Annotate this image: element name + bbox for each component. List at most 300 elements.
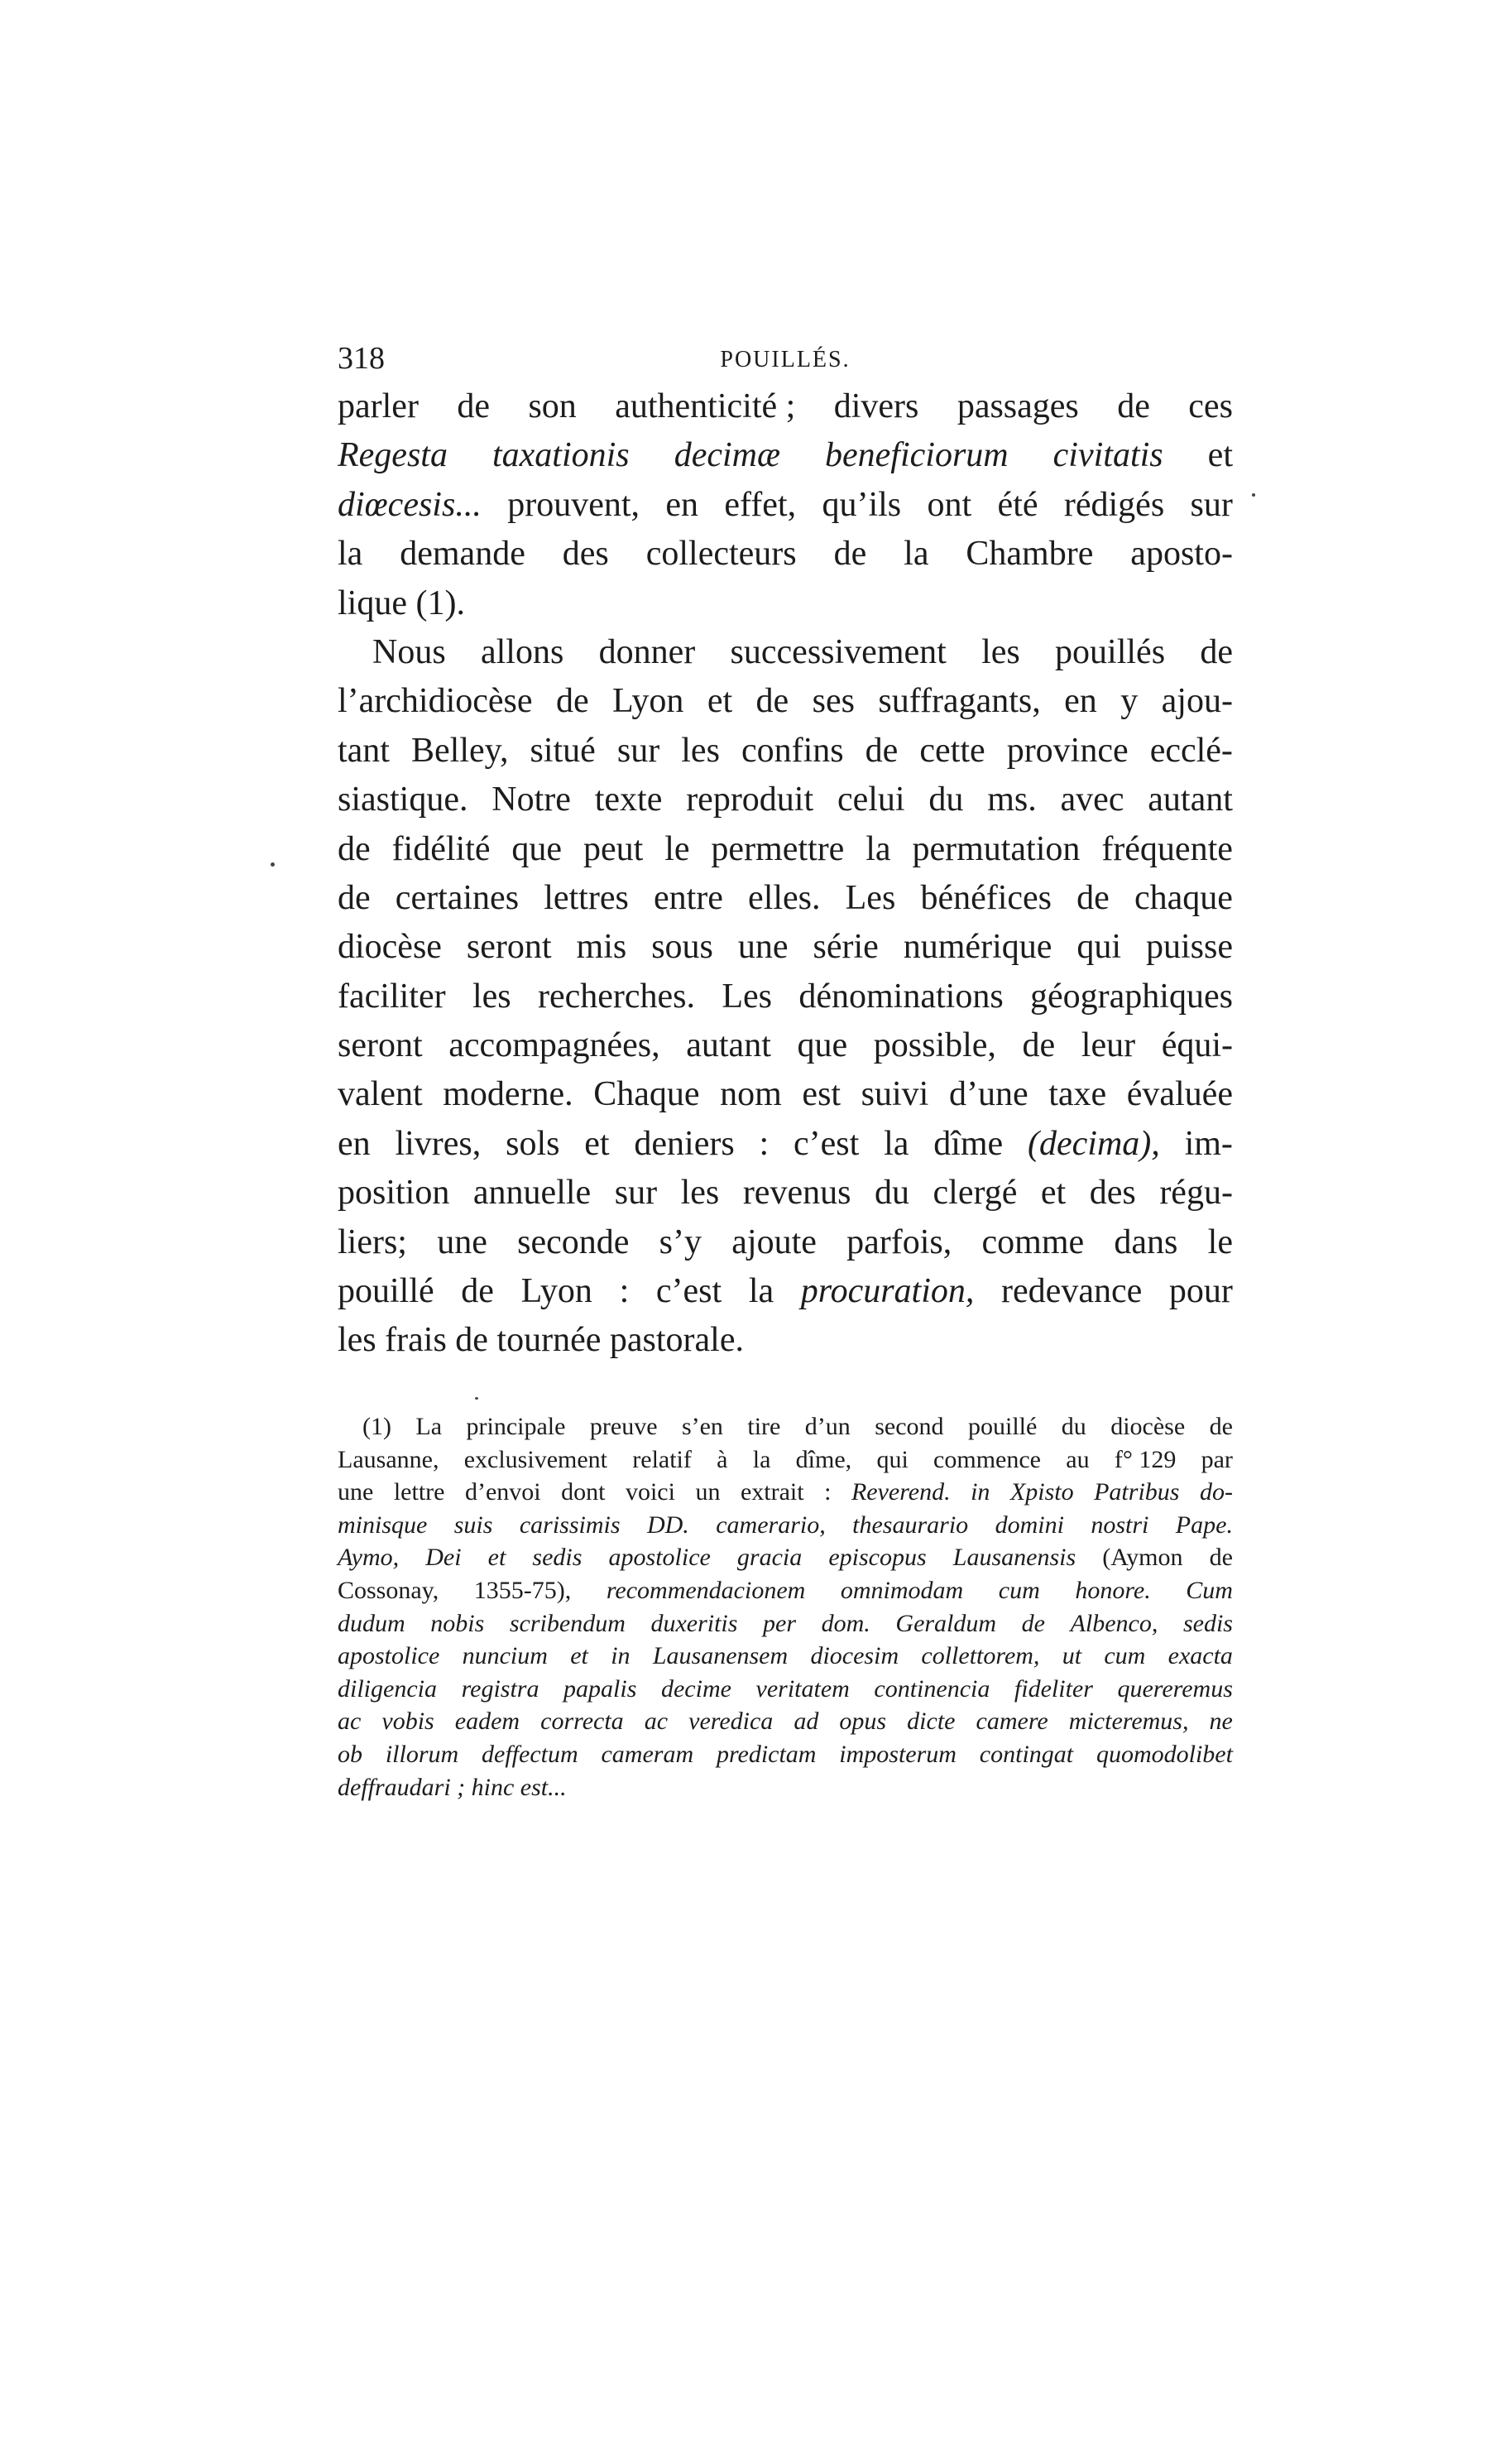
footnote-word: Lausanne, [338,1445,439,1473]
footnote-word: thesaurario [852,1511,969,1539]
word: est [802,1075,842,1114]
word: beneficiorum [825,436,1009,475]
word: qu’ils [822,485,902,524]
footnote-word: commence [933,1445,1041,1473]
footnote-word: à [717,1445,728,1473]
word: de [755,682,789,721]
word: peut [583,829,644,868]
word: accompagnées, [448,1026,660,1065]
footnote-word: Xpisto [1009,1478,1074,1506]
footnote-word: Lausanensis [952,1544,1076,1572]
word: fréquente [1101,829,1233,868]
footnote [338,1410,1233,1804]
word: seront [466,928,552,967]
word: puisse [1145,928,1233,967]
word: rédigés [1063,485,1165,524]
word: Notre [491,781,571,819]
word: qui [1076,928,1122,967]
footnote-word: apostolice [338,1642,440,1670]
text-line [338,973,1233,1021]
footnote-word: de [1021,1609,1045,1637]
word: dénominations [798,977,1004,1016]
footnote-word: Cum [1186,1576,1233,1604]
footnote-word: (1) [362,1413,391,1440]
word: taxationis [491,436,630,475]
footnote-word: et [570,1642,588,1670]
footnote-word: d’un [804,1413,851,1440]
word: tant [338,731,390,770]
text-line [338,874,1233,923]
footnote-word: micteremus, [1068,1708,1189,1736]
word: valent [338,1075,423,1114]
page-number: 318 [338,341,385,376]
footnote-word: eadem [454,1708,520,1736]
footnote-word: opus [839,1708,887,1736]
footnote-word: honore. [1075,1576,1151,1604]
word: parfois, [846,1222,952,1261]
word: des [1089,1174,1136,1213]
word: ecclé- [1149,731,1233,770]
running-head [338,338,1233,379]
footnote-word: dom. [821,1609,870,1637]
footnote-word: extrait [740,1478,804,1506]
word: moderne. [443,1075,573,1114]
word: taxe [1048,1075,1107,1114]
footnote-word: camere [976,1708,1048,1736]
word: en [665,485,699,524]
word: en [1064,682,1097,721]
word: clergé [933,1174,1018,1213]
footnote-word: predictam [716,1740,817,1768]
word: numérique [903,928,1052,967]
word: parler [338,387,419,425]
word: de [1022,1026,1056,1065]
word: nom [720,1075,782,1114]
footnote-word: ac [644,1708,669,1736]
footnote-word: ac [338,1708,362,1736]
word: chaque [1134,878,1233,917]
footnote-word: ad [794,1708,819,1736]
footnote-word: camerario, [716,1511,826,1539]
word: équi- [1161,1026,1233,1065]
footnote-word: papalis [563,1674,637,1703]
footnote-word: Albenco, [1070,1609,1158,1637]
word: Chambre [966,535,1094,574]
footnote-word: veredica [688,1708,774,1736]
footnote-word: exacta [1168,1642,1233,1670]
footnote-line [338,1410,1233,1443]
footnote-word: duxeritis [650,1609,738,1637]
word: ces [1188,387,1233,425]
word: province [1006,731,1129,770]
footnote-word: minisque [338,1511,428,1539]
word: lettres [544,878,629,917]
word: le [664,829,690,868]
print-speck [271,862,275,867]
footnote-word: principale [466,1413,566,1440]
footnote-word: nostri [1091,1511,1149,1539]
footnote-word: veritatem [755,1674,850,1703]
word: série [813,928,879,967]
word: été [997,485,1038,524]
footnote-word: ne [1209,1708,1233,1736]
word: de [555,682,589,721]
word: position [338,1174,450,1213]
footnote-word: illorum [385,1740,459,1768]
word: Les [845,878,896,917]
word: le [1207,1222,1233,1261]
word: que [511,829,563,868]
word: les [680,1174,720,1213]
footnote-word: registra [461,1674,539,1703]
word: c’est [655,1272,722,1311]
word: divers [833,387,919,425]
word: une [737,928,789,967]
footnote-word: imposterum [839,1740,957,1768]
footnote-line [338,1640,1233,1673]
word: régu- [1159,1174,1233,1213]
word: ajoute [731,1222,817,1261]
footnote-word: decime [660,1674,731,1703]
footnote-word: : [824,1478,832,1506]
text-line [338,1021,1233,1070]
footnote-word: cum [998,1576,1040,1604]
word: de [338,829,371,868]
word: redevance [1001,1272,1143,1311]
footnote-line [338,1673,1233,1706]
word: siastique. [338,781,468,819]
footnote-word: qui [876,1445,909,1473]
text-line [338,923,1233,972]
word: et [1040,1174,1067,1213]
footnote-word: s’en [681,1413,723,1440]
word: d’une [948,1075,1028,1114]
text-line [338,727,1233,776]
word: allons [480,632,564,671]
footnote-line [338,1607,1233,1640]
word: sous [651,928,713,967]
footnote-word: apostolice [608,1544,711,1572]
word: son [528,387,577,425]
word: pour [1168,1272,1233,1311]
footnote-word: (Aymon [1102,1544,1183,1572]
word: c’est [793,1124,860,1163]
footnote-word: quereremus [1117,1674,1233,1703]
word: sur [1190,485,1233,524]
footnote-word: fideliter [1014,1674,1093,1703]
footnote-word: Aymo, [338,1544,400,1572]
word: avec [1060,781,1124,819]
word: procuration, [800,1272,975,1311]
footnote-line [338,1705,1233,1738]
word: comme [981,1222,1085,1261]
footnote-word: deffraudari ; hinc est... [338,1773,567,1801]
footnote-line [338,1771,1233,1804]
footnote-word: du [1061,1413,1086,1440]
text-line [338,1120,1233,1169]
word: de [1076,878,1110,917]
text-line [338,1316,1233,1365]
word: de [833,535,867,574]
footnote-word: au [1066,1445,1090,1473]
footnote-word: Dei [425,1544,462,1572]
running-title: POUILLÉS. [720,347,851,372]
main-text [338,382,1233,1366]
word: de [1117,387,1150,425]
word: seront [338,1026,423,1065]
word: du [874,1174,909,1213]
word: cette [919,731,985,770]
footnote-word: nuncium [462,1642,548,1670]
word: diocèse [338,928,442,967]
word: confins [741,731,844,770]
footnote-word: Pape. [1175,1511,1233,1539]
word: une [437,1222,487,1261]
word: prouvent, [507,485,640,524]
footnote-word: tire [747,1413,781,1440]
footnote-word: suis [453,1511,493,1539]
footnote-word: scribendum [509,1609,626,1637]
footnote-word: pouillé [967,1413,1038,1440]
word: aposto- [1130,535,1233,574]
footnote-word: ut [1062,1642,1082,1670]
footnote-word: dont [561,1478,606,1506]
word: decimæ [674,436,780,475]
footnote-word: lettre [393,1478,445,1506]
footnote-word: cameram [601,1740,694,1768]
footnote-word: d’envoi [464,1478,541,1506]
footnote-word: correcta [540,1708,624,1736]
text-line [338,530,1233,579]
word: liers; [338,1222,407,1261]
word: sols [506,1124,560,1163]
footnote-word: dîme, [795,1445,852,1473]
word: pouillé [338,1272,434,1311]
footnote-word: sedis [1182,1609,1233,1637]
footnote-word: Patribus [1094,1478,1180,1506]
footnote-word: omnimodam [840,1576,964,1604]
footnote-word: gracia [736,1544,803,1572]
text-line [338,1169,1233,1218]
text-line [338,628,1233,677]
footnote-word: Cossonay, [338,1576,439,1604]
word: s’y [659,1222,702,1261]
footnote-word: une [338,1478,374,1506]
word: pouillés [1055,632,1166,671]
word: sur [614,1174,658,1213]
footnote-word: de [1209,1544,1233,1572]
word: effet, [724,485,797,524]
footnote-word: in [971,1478,990,1506]
word: revenus [742,1174,851,1213]
word: ms. [987,781,1037,819]
footnote-word: contingat [979,1740,1074,1768]
word: successivement [730,632,947,671]
word: et [1207,436,1233,475]
footnote-word: diocèse [1110,1413,1186,1440]
word: demande [400,535,525,574]
word: la [865,829,891,868]
footnote-word: exclusivement [463,1445,607,1473]
footnote-word: cum [1104,1642,1146,1670]
word: sur [616,731,660,770]
word: possible, [873,1026,996,1065]
footnote-word: do- [1199,1478,1233,1506]
footnote-word: voici [625,1478,675,1506]
word: im- [1184,1124,1233,1163]
word: les frais de tournée pastorale. [338,1321,744,1360]
word: permettre [711,829,845,868]
footnote-word: un [695,1478,721,1506]
word: Regesta [338,436,448,475]
word: bénéfices [920,878,1052,917]
word: entre [653,878,723,917]
word: y [1120,682,1139,721]
word: suivi [861,1075,929,1114]
footnote-word: recommendacionem [606,1576,806,1604]
word: et [707,682,733,721]
word: mis [576,928,627,967]
footnote-word: collettorem, [921,1642,1040,1670]
print-speck [475,1397,478,1400]
word: de [461,1272,494,1311]
footnote-word: preuve [589,1413,658,1440]
footnote-word: vobis [381,1708,434,1736]
word: collecteurs [645,535,797,574]
word: de [457,387,491,425]
footnote-word: domini [995,1511,1064,1539]
text-line [338,382,1233,431]
word: évaluée [1126,1075,1233,1114]
word: lique (1). [338,584,465,622]
word: texte [594,781,663,819]
print-speck [1252,493,1255,497]
footnote-word: deffectum [482,1740,578,1768]
word: celui [837,781,905,819]
word: que [797,1026,848,1065]
word: des [562,535,609,574]
word: la [904,535,929,574]
footnote-word: Geraldum [895,1609,997,1637]
footnote-word: ob [338,1740,362,1768]
footnote-word: in [611,1642,631,1670]
word: et [584,1124,610,1163]
word: permutation [912,829,1081,868]
text-line [338,431,1233,480]
footnote-line [338,1476,1233,1509]
word: annuelle [472,1174,592,1213]
word: de [338,878,371,917]
word: deniers [634,1124,735,1163]
text-line [338,481,1233,530]
word: du [928,781,964,819]
word: de [865,731,899,770]
word: de [1200,632,1233,671]
text-line [338,1267,1233,1316]
footnote-word: carissimis [519,1511,621,1539]
text-line [338,1070,1233,1119]
footnote-word: dicte [907,1708,956,1736]
footnote-word: dudum [338,1609,405,1637]
word: authenticité ; [615,387,796,425]
word: situé [530,731,596,770]
word: reproduit [686,781,814,819]
word: fidélité [391,829,491,868]
footnote-word: continencia [874,1674,990,1703]
word: autant [1148,781,1233,819]
word: les [472,977,511,1016]
footnote-line [338,1509,1233,1542]
footnote-line [338,1738,1233,1771]
text-line [338,825,1233,874]
word: Nous [372,632,446,671]
word: Lyon [612,682,684,721]
word: dans [1114,1222,1178,1261]
footnote-word: diligencia [338,1674,437,1703]
footnote-line [338,1574,1233,1607]
word: donner [598,632,696,671]
footnote-word: DD. [646,1511,689,1539]
word: la [748,1272,774,1311]
footnote-word: 1355-75), [473,1576,572,1604]
footnote-word: la [752,1445,771,1473]
word: livres, [395,1124,482,1163]
footnote-word: quomodolibet [1096,1740,1233,1768]
word: autant [686,1026,771,1065]
footnote-word: de [1209,1413,1233,1440]
footnote-line [338,1541,1233,1574]
footnote-word: diocesim [810,1642,899,1670]
word: passages [957,387,1079,425]
footnote-word: per [763,1609,797,1637]
word: ses [812,682,855,721]
footnote-word: par [1201,1445,1233,1473]
footnote-word: nobis [430,1609,485,1637]
footnote-word: episcopus [828,1544,927,1572]
word: civitatis [1052,436,1163,475]
word: Les [722,977,772,1016]
word: leur [1081,1026,1136,1065]
word: Lyon [520,1272,592,1311]
word: Belley, [411,731,509,770]
word: la [884,1124,909,1163]
word: diœcesis... [338,485,482,524]
word: : [759,1124,770,1163]
footnote-word: Reverend. [851,1478,951,1506]
word: ont [927,485,972,524]
footnote-word: relatif [632,1445,692,1473]
footnote-word: La [415,1413,443,1440]
word: dîme [933,1124,1004,1163]
word: la [338,535,363,574]
footnote-word: second [875,1413,944,1440]
word: les [981,632,1020,671]
word: en [338,1124,371,1163]
word: certaines [395,878,520,917]
text-line [338,776,1233,824]
word: ajou- [1161,682,1233,721]
text-line [338,677,1233,726]
word: géographiques [1030,977,1233,1016]
text-line [338,579,1233,628]
footnote-word: f° 129 [1114,1445,1177,1473]
word: les [681,731,720,770]
word: faciliter [338,977,446,1016]
word: (decima), [1028,1124,1160,1163]
word: elles. [748,878,821,917]
word: l’archidiocèse [338,682,533,721]
footnote-word: sedis [532,1544,583,1572]
